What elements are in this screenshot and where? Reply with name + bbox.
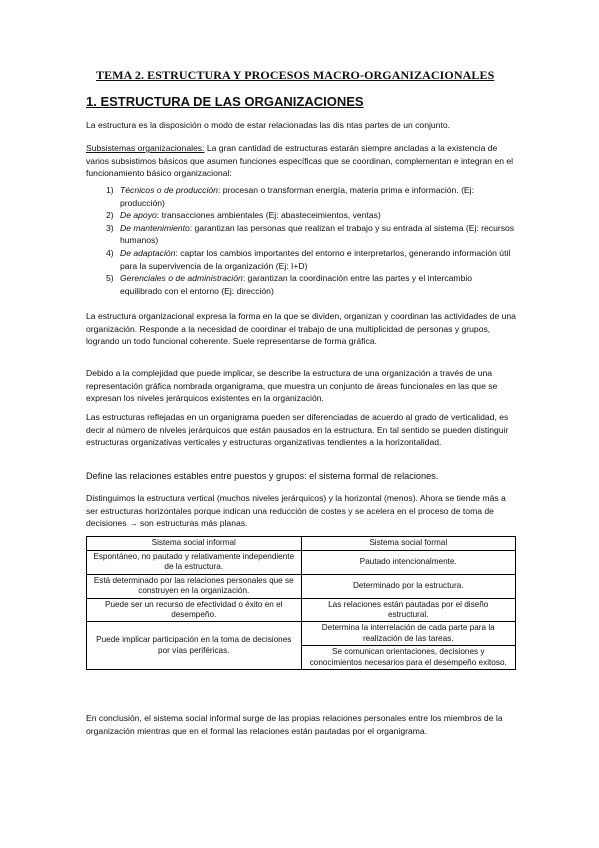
list-item: 3) De mantenimiento: garantizan las personas que realizan el trabajo y su entrada al sistema (Ej: recursos humanos) <box>106 222 515 246</box>
table-cell: Se comunican orientaciones, decisiones y conocimientos necesarios para el desempeño exitoso. <box>301 646 516 670</box>
table-cell: Espontáneo, no pautado y relativamente independiente de la estructura. <box>87 551 302 575</box>
subsystems-text: La gran cantidad de estructuras estarán siempre ancladas a la existencia de varios subsistimos básicos que asumen funciones específicas que se coordinan, complementan e integran en el funcionamiento básico organizacional: <box>86 143 514 179</box>
list-item-desc: : transacciones ambientales (Ej: abasteceimientos, ventas) <box>156 210 381 221</box>
table-row <box>87 598 516 622</box>
subsystems-label: Subsistemas organizacionales: <box>86 143 205 153</box>
table-header-row <box>87 537 516 551</box>
list-item-desc: : garantizan las personas que realizan el trabajo y su entrada al sistema (Ej: recursos humanos) <box>120 222 515 246</box>
table-cell: Puede implicar participación en la toma de decisiones por vías periféricas. <box>87 622 302 670</box>
table-cell: Puede ser un recurso de efectividad o éxito en el desempeño. <box>87 598 302 622</box>
list-item-term: De mantenimiento <box>120 222 190 233</box>
list-item: 5) Gerenciales o de administración: garantizan la coordinación entre las partes y el intercambio equilibrado con el entorno (Ej: dirección) <box>106 273 473 296</box>
table-cell: Determina la interrelación de cada parte para la realización de las tareas. <box>301 622 516 646</box>
list-item-term: Técnicos o de producción <box>120 185 218 195</box>
verticality-paragraph: Las estructuras reflejadas en un organigrama pueden ser diferenciadas de acuerdo al grado de verticalidad, es decir al número de niveles jerárquicos que están pausados en la estructura. En tal sentido se pueden distinguir estructuras organizativas verticales y estructuras organizativas tendientes a la horizontalidad. <box>86 412 509 448</box>
table-row <box>87 622 516 646</box>
conclusion-paragraph: En conclusión, el sistema social informal surge de las propias relaciones personales entre los miembros de la organización mientras que en el formal las relaciones están pautadas por el organigrama. <box>86 713 503 736</box>
table-cell: Pautado intencionalmente. <box>301 551 516 575</box>
section-heading: 1. ESTRUCTURA DE LAS ORGANIZACIONES <box>86 94 364 109</box>
list-item: 4) De adaptación: captar los cambios importantes del entorno e interpretarlos, generando información útil para la supervivencia de la organización (Ej: I+D) <box>106 247 511 271</box>
table-cell: Las relaciones están pautadas por el diseño estructural. <box>301 598 516 622</box>
horizontal-paragraph: Distinguimos la estructura vertical (muchos niveles jerárquicos) y la horizontal (menos). Ahora se tiende más a ser estructuras horizontales porque indican una reducción de costes y se acelera en el proceso de toma de decisiones → son estructuras más planas. <box>86 493 506 529</box>
table-cell: Está determinado por las relaciones personales que se construyen en la organización. <box>87 574 302 598</box>
intro-paragraph: La estructura es la disposición o modo de estar relacionadas las dis ntas partes de un conjunto. <box>86 120 451 130</box>
header-formal: Sistema social formal <box>301 537 516 551</box>
list-item-desc: : captar los cambios importantes del entorno e interpretarlos, generando información útil para la supervivencia de la organización (Ej: I+D) <box>120 247 511 271</box>
subsystems-paragraph <box>86 142 516 180</box>
table-row <box>87 574 516 598</box>
table-cell: Determinado por la estructura. <box>301 574 516 598</box>
list-item: 1) Técnicos o de producción: procesan o transforman energía, materia prima e información. (Ej: producción) <box>106 185 474 208</box>
page-title: TEMA 2. ESTRUCTURA Y PROCESOS MACRO-ORGANIZACIONALES <box>96 68 495 82</box>
formal-system-paragraph: Define las relaciones estables entre puestos y grupos: el sistema formal de relaciones. <box>86 471 439 481</box>
comparison-table <box>86 536 516 670</box>
header-informal: Sistema social informal <box>87 537 302 551</box>
list-item-term: De adaptación <box>120 247 176 258</box>
structure-paragraph: La estructura organizacional expresa la forma en la que se dividen, organizan y coordinan las actividades de una organización. Responde a la necesidad de coordinar el trabajo de una multiplicidad de personas y grupos, logrando un todo funcional coherente. Suele representarse de forma gráfica. <box>86 311 516 347</box>
list-item: 2) De apoyo: transacciones ambientales (Ej: abasteceimientos, ventas) <box>106 210 381 221</box>
list-item-desc: : procesan o transforman energía, materia prima e información. (Ej: producción) <box>120 185 474 208</box>
subsystems-list <box>86 184 516 297</box>
list-item-term: Gerenciales o de administración <box>120 273 243 284</box>
table-row <box>87 551 516 575</box>
list-item-desc: : garantizan la coordinación entre las partes y el intercambio equilibrado con el entorno (Ej: dirección) <box>120 273 473 296</box>
organigram-paragraph: Debido a la complejidad que puede implicar, se describe la estructura de una organización a través de una representación gráfica nombrada organigrama, que muestra un conjunto de áreas funcionales en las que se expresan los niveles jerárquicos existentes en la organización. <box>86 368 498 404</box>
list-item-term: De apoyo <box>120 210 157 221</box>
